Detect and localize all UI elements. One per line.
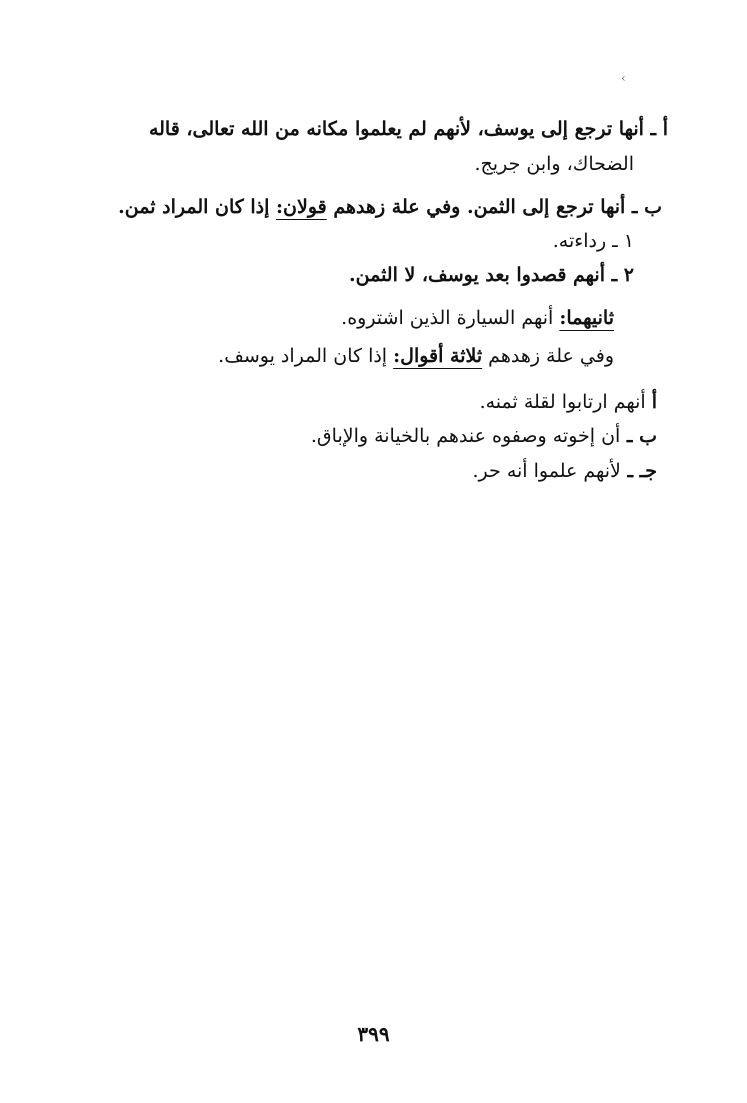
reason-item-2 xyxy=(311,423,657,449)
underlined-qawlan: قولان: xyxy=(276,196,327,218)
paragraph-b-line-1 xyxy=(118,194,662,220)
reason-text-2: أن إخوته وصفوه عندهم بالخيانة والإباق. xyxy=(310,425,621,447)
underlined-thaniyhuma: ثانيهما: xyxy=(559,307,614,329)
reason-text-3: لأنهم علموا أنه حر. xyxy=(472,460,621,482)
marker-ba: ب ـ xyxy=(625,196,662,218)
paragraph-b-text-before: أنها ترجع إلى الثمن. وفي علة زهدهم xyxy=(326,196,626,218)
reasons-text-after: إذا كان المراد يوسف. xyxy=(218,345,394,367)
marker-alef: أ ـ xyxy=(643,118,668,140)
reason-marker-alef: أ xyxy=(651,391,657,413)
reason-item-3 xyxy=(473,458,657,484)
reason-text-1: أنهم ارتابوا لقلة ثمنه. xyxy=(479,391,652,413)
reason-item-1 xyxy=(480,389,657,415)
reasons-text-before: وفي علة زهدهم xyxy=(482,345,614,367)
second-opinion-line xyxy=(341,305,614,331)
paragraph-b-text-after: إذا كان المراد ثمن. xyxy=(118,196,277,218)
reason-marker-ba: ب ـ xyxy=(620,425,657,447)
corner-mark: ‹ xyxy=(621,71,626,85)
paragraph-b-item-1: ١ ـ رداءته. xyxy=(552,230,634,252)
reasons-intro-line xyxy=(218,343,614,369)
paragraph-b-item-2: ٢ ـ أنهم قصدوا بعد يوسف، لا الثمن. xyxy=(349,264,634,286)
page-number: ٣٩٩ xyxy=(357,1022,390,1046)
paragraph-a-text: أنها ترجع إلى يوسف، لأنهم لم يعلموا مكانه من الله تعالى، قاله xyxy=(148,118,644,140)
reason-marker-jim: جـ ـ xyxy=(620,460,657,482)
paragraph-a-line-1 xyxy=(149,116,668,142)
paragraph-a-line-2: الضحاك، وابن جريج. xyxy=(474,153,634,175)
second-opinion-text: أنهم السيارة الذين اشتروه. xyxy=(341,307,560,329)
underlined-thalatha-aqwal: ثلاثة أقوال: xyxy=(393,345,483,367)
